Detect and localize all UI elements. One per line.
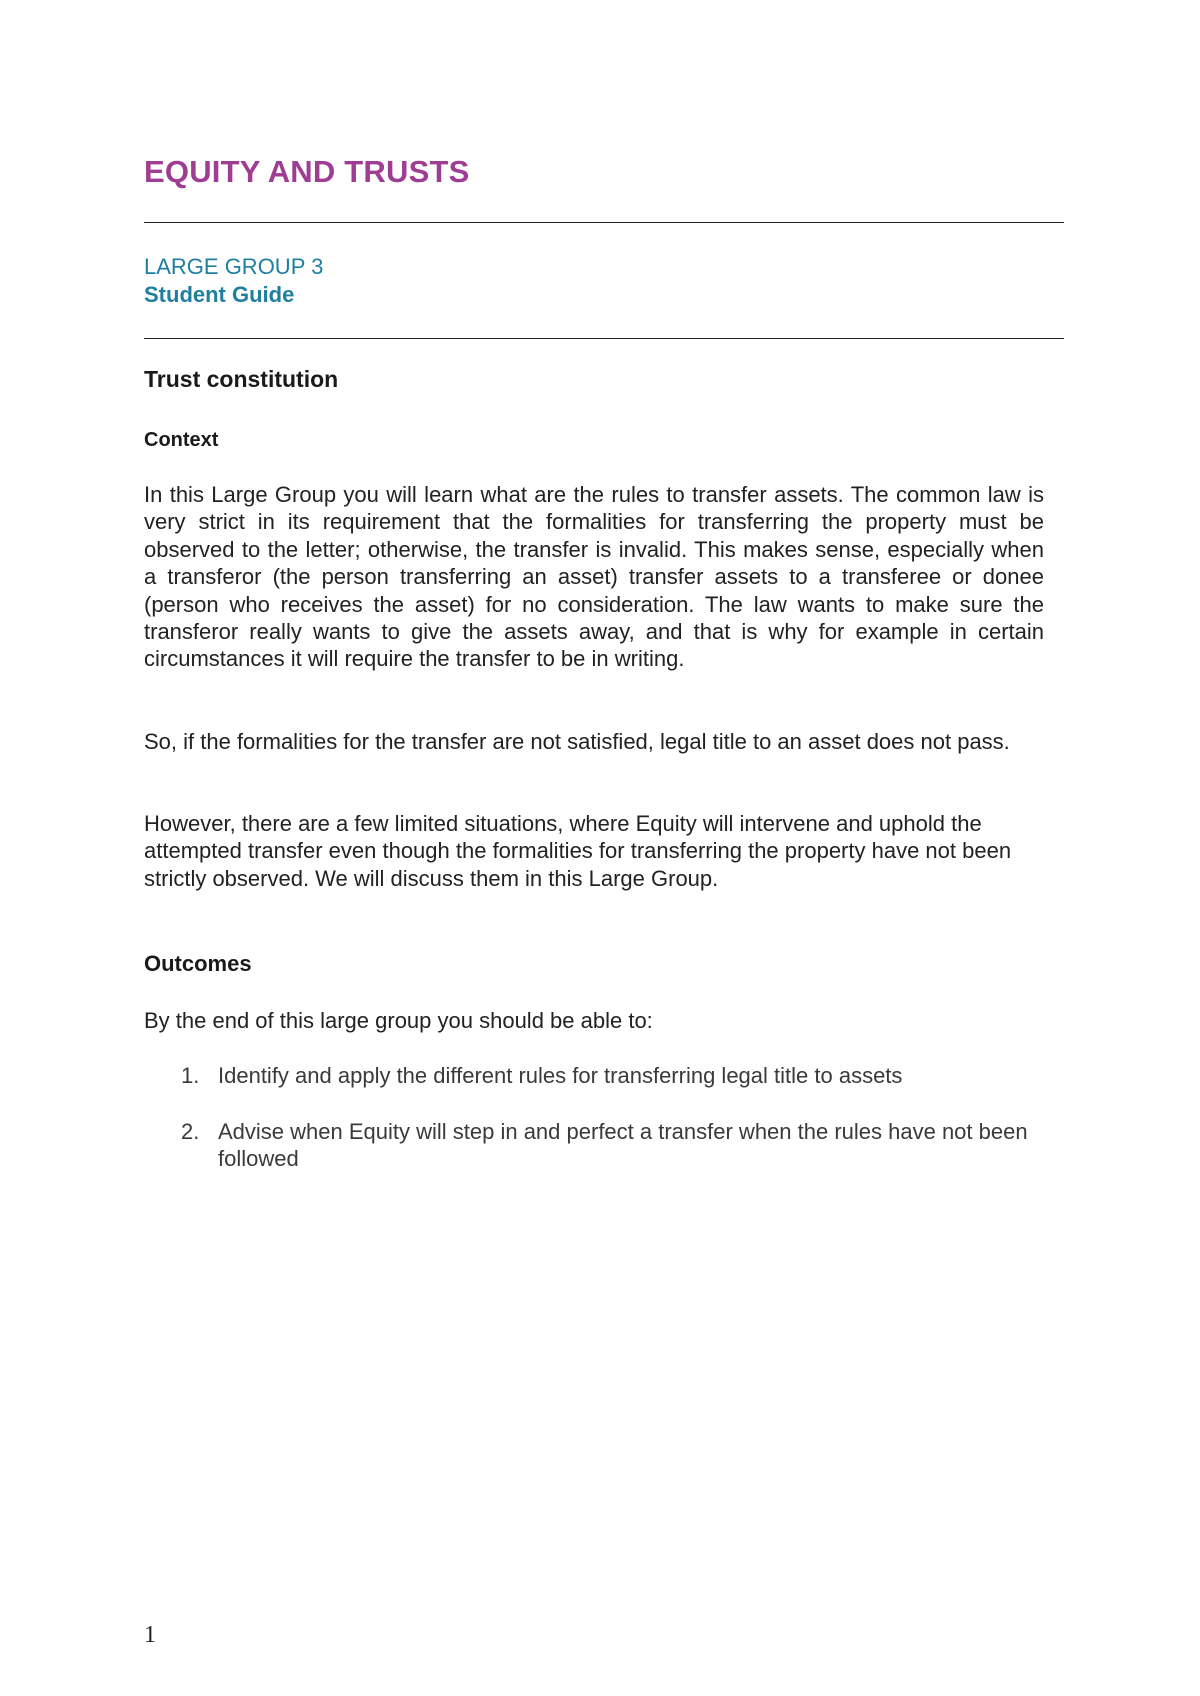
context-paragraph: However, there are a few limited situations, where Equity will intervene and uphold the attempted transfer even though the formalities for transferring the property have not been strictly observed. We will discuss them in this Large Group.: [144, 811, 1012, 891]
divider-bottom: [144, 338, 1064, 339]
outcomes-heading: Outcomes: [144, 951, 252, 976]
context-paragraph: So, if the formalities for the transfer are not satisfied, legal title to an asset does not pass.: [144, 729, 1010, 754]
divider-top: [144, 222, 1064, 223]
context-heading: Context: [144, 429, 219, 451]
group-info: [144, 253, 323, 309]
page-number: 1: [144, 1622, 156, 1648]
group-subtitle: Student Guide: [144, 282, 295, 307]
document-page: [144, 0, 1064, 1696]
outcomes-intro: By the end of this large group you should be able to:: [144, 1008, 653, 1033]
section-title: Trust constitution: [144, 366, 339, 392]
outcome-number: 2.: [181, 1119, 200, 1144]
context-paragraph: In this Large Group you will learn what are the rules to transfer assets. The common law is very strict in its requirement that the formalities for transferring the property must be observed to the letter; otherwise, the transfer is invalid. This makes sense, especially when a transferor (the person transferring an asset) transfer assets to a transferee or donee (person who receives the asset) for no consideration. The law wants to make sure the transferor really wants to give the assets away, and that is why for example in certain circumstances it will require the transfer to be in writing.: [144, 482, 1044, 672]
group-label: LARGE GROUP 3: [144, 254, 324, 279]
outcome-text: Identify and apply the different rules for transferring legal title to assets: [218, 1063, 903, 1088]
document-title: EQUITY AND TRUSTS: [144, 154, 470, 189]
outcome-number: 1.: [181, 1063, 200, 1088]
outcome-text: Advise when Equity will step in and perfect a transfer when the rules have not been followed: [218, 1119, 1028, 1172]
